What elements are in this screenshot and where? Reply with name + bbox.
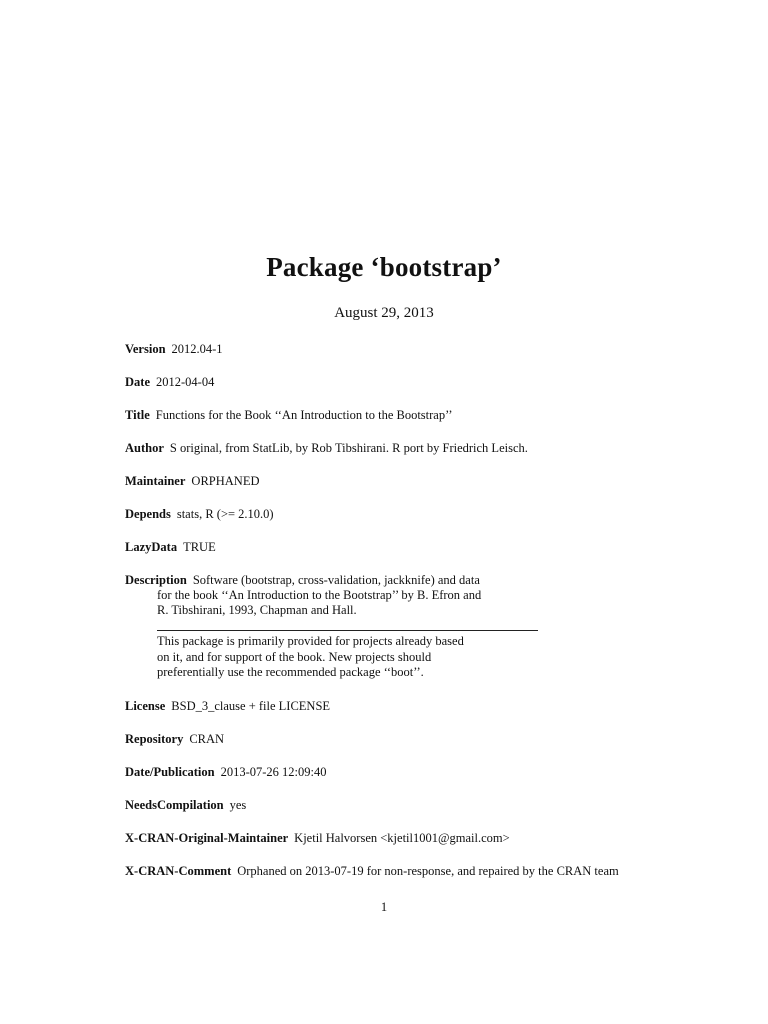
field-key: Author [125,441,164,455]
document-title: Package ‘bootstrap’ [266,252,502,282]
description-divider [157,630,538,631]
field-key: Maintainer [125,474,186,488]
field-value: stats, R (>= 2.10.0) [176,507,274,521]
field-value: Functions for the Book ‘‘An Introduction to the Bootstrap’’ [155,408,453,422]
field-depends [125,506,274,522]
field-maintainer [125,473,259,489]
field-lazydata [125,539,216,555]
field-value: ORPHANED [191,474,260,488]
field-value: Orphaned on 2013-07-19 for non-response, and repaired by the CRAN team [237,864,619,878]
description-line: for the book ‘‘An Introduction to the Bootstrap’’ by B. Efron and [157,588,482,602]
field-date-publication [125,764,327,780]
description-line: on it, and for support of the book. New projects should [157,650,432,664]
field-key: X-CRAN-Comment [125,864,232,878]
document-date: August 29, 2013 [334,305,434,321]
field-value: Software (bootstrap, cross-validation, jackknife) and data [192,573,480,587]
field-needs-compilation [125,797,246,813]
field-key: Repository [125,732,184,746]
field-key: Date/Publication [125,765,215,779]
field-value: 2012-04-04 [156,375,215,389]
page-number: 1 [380,900,388,914]
description-line: R. Tibshirani, 1993, Chapman and Hall. [157,603,357,617]
field-title [125,407,453,423]
description-line: preferentially use the recommended package ‘‘boot’’. [157,665,424,679]
field-key: Description [125,573,187,587]
field-value: BSD_3_clause + file LICENSE [171,699,331,713]
field-value: Kjetil Halvorsen <kjetil1001@gmail.com> [294,831,510,845]
field-x-cran-comment [125,863,619,879]
field-value: TRUE [183,540,216,554]
field-key: X-CRAN-Original-Maintainer [125,831,289,845]
field-key: License [125,699,166,713]
field-value: 2013-07-26 12:09:40 [220,765,327,779]
field-key: Depends [125,507,171,521]
field-key: LazyData [125,540,178,554]
field-author [125,440,528,456]
field-key: NeedsCompilation [125,798,224,812]
field-value: 2012.04-1 [171,342,223,356]
field-value: CRAN [189,732,225,746]
field-key: Version [125,342,166,356]
field-license [125,698,330,714]
field-repository [125,731,224,747]
field-value: yes [229,798,247,812]
field-value: S original, from StatLib, by Rob Tibshirani. R port by Friedrich Leisch. [169,441,528,455]
field-description [125,572,480,588]
field-key: Title [125,408,150,422]
description-line: This package is primarily provided for projects already based [157,634,464,648]
field-date [125,374,214,390]
field-x-cran-original-maintainer [125,830,510,846]
field-version [125,341,223,357]
field-key: Date [125,375,150,389]
